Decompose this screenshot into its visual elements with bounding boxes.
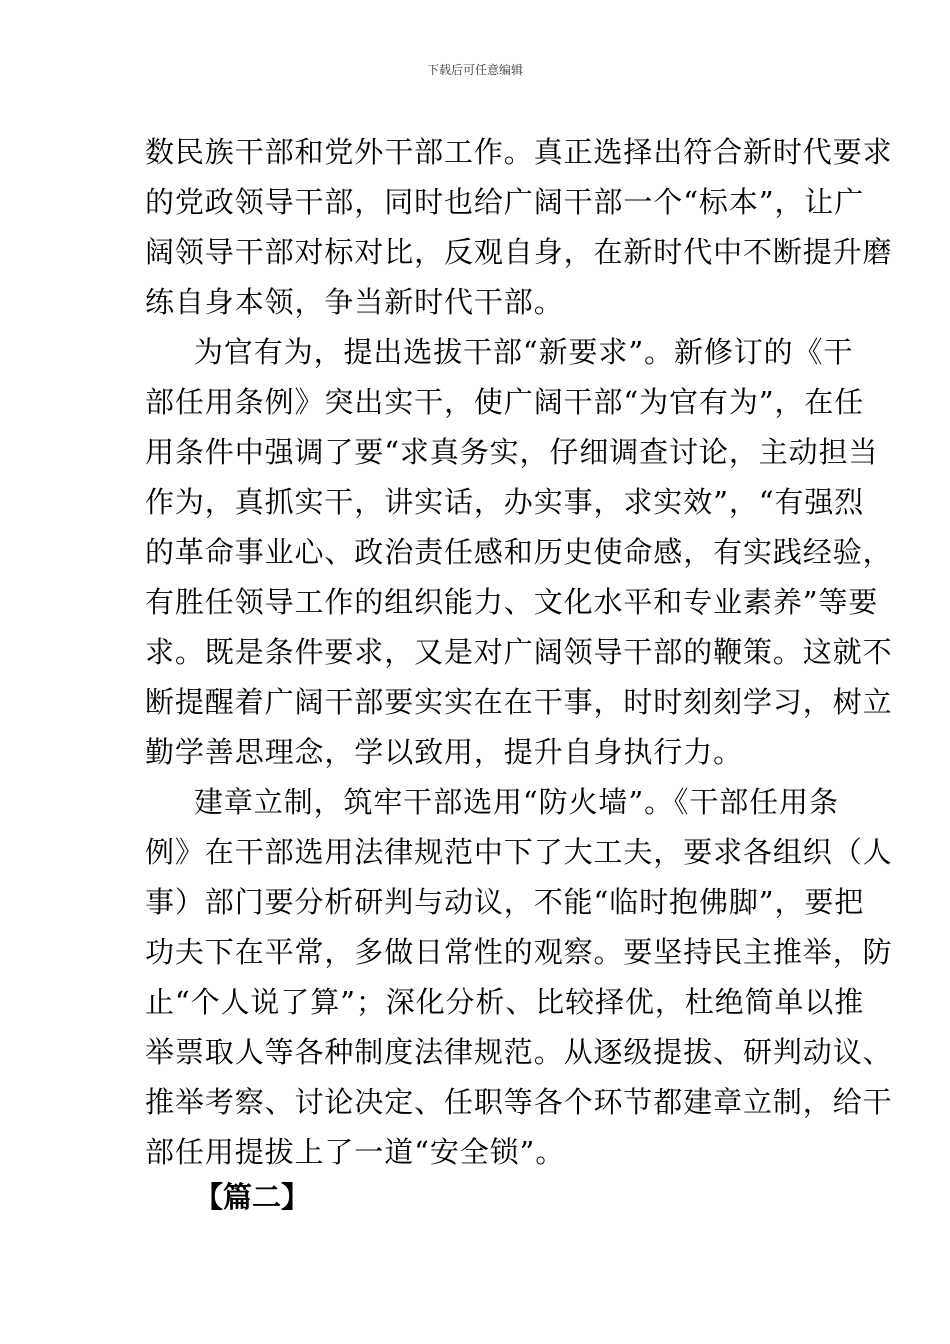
text-line: 求。既是条件要求，又是对广阔领导干部的鞭策。这就不 bbox=[145, 635, 893, 669]
text-line: 止“个人说了算”；深化分析、比较择优，杜绝简单以推 bbox=[145, 985, 865, 1019]
text-line: 用条件中强调了要“求真务实，仔细调查讨论，主动担当 bbox=[145, 435, 879, 469]
text-line: 有胜任领导工作的组织能力、文化水平和专业素养”等要 bbox=[145, 585, 879, 619]
paragraph-2 bbox=[145, 327, 893, 777]
text-line: 事）部门要分析研判与动议，不能“临时抱佛脚”，要把 bbox=[145, 885, 865, 919]
text-line: 勤学善思理念，学以致用，提升自身执行力。 bbox=[145, 735, 744, 769]
paragraph-3 bbox=[145, 777, 893, 1177]
text-line: 数民族干部和党外干部工作。真正选择出符合新时代要求 bbox=[145, 135, 893, 169]
text-line-first: 为官有为，提出选拔干部“新要求”。新修订的《干 bbox=[194, 335, 854, 369]
text-line: 阔领导干部对标对比，反观自身，在新时代中不断提升磨 bbox=[145, 235, 893, 269]
text-line: 推举考察、讨论决定、任职等各个环节都建章立制，给干 bbox=[145, 1085, 893, 1119]
text-line: 部任用条例》突出实干，使广阔干部“为官有为”，在任 bbox=[145, 385, 865, 419]
text-line: 的革命事业心、政治责任感和历史使命感，有实践经验， bbox=[145, 535, 893, 569]
document-body bbox=[145, 127, 893, 1177]
text-line: 部任用提拔上了一道“安全锁”。 bbox=[145, 1135, 566, 1169]
text-line: 功夫下在平常，多做日常性的观察。要坚持民主推举，防 bbox=[145, 935, 893, 969]
text-line: 的党政领导干部，同时也给广阔干部一个“标本”，让广 bbox=[145, 185, 865, 219]
text-line: 例》在干部选用法律规范中下了大工夫，要求各组织（人 bbox=[145, 835, 893, 869]
text-line-first: 建章立制，筑牢干部选用“防火墙”。《干部任用条 bbox=[194, 785, 839, 819]
section-heading: 【篇二】 bbox=[194, 1180, 311, 1214]
text-line: 练自身本领，争当新时代干部。 bbox=[145, 285, 564, 319]
page-header: 下载后可任意编辑 bbox=[426, 63, 523, 77]
text-line: 作为，真抓实干，讲实话，办实事，求实效”，“有强烈 bbox=[145, 485, 865, 519]
text-line: 举票取人等各种制度法律规范。从逐级提拔、研判动议、 bbox=[145, 1035, 893, 1069]
paragraph-1 bbox=[145, 127, 893, 327]
text-line: 断提醒着广阔干部要实实在在干事，时时刻刻学习，树立 bbox=[145, 685, 893, 719]
